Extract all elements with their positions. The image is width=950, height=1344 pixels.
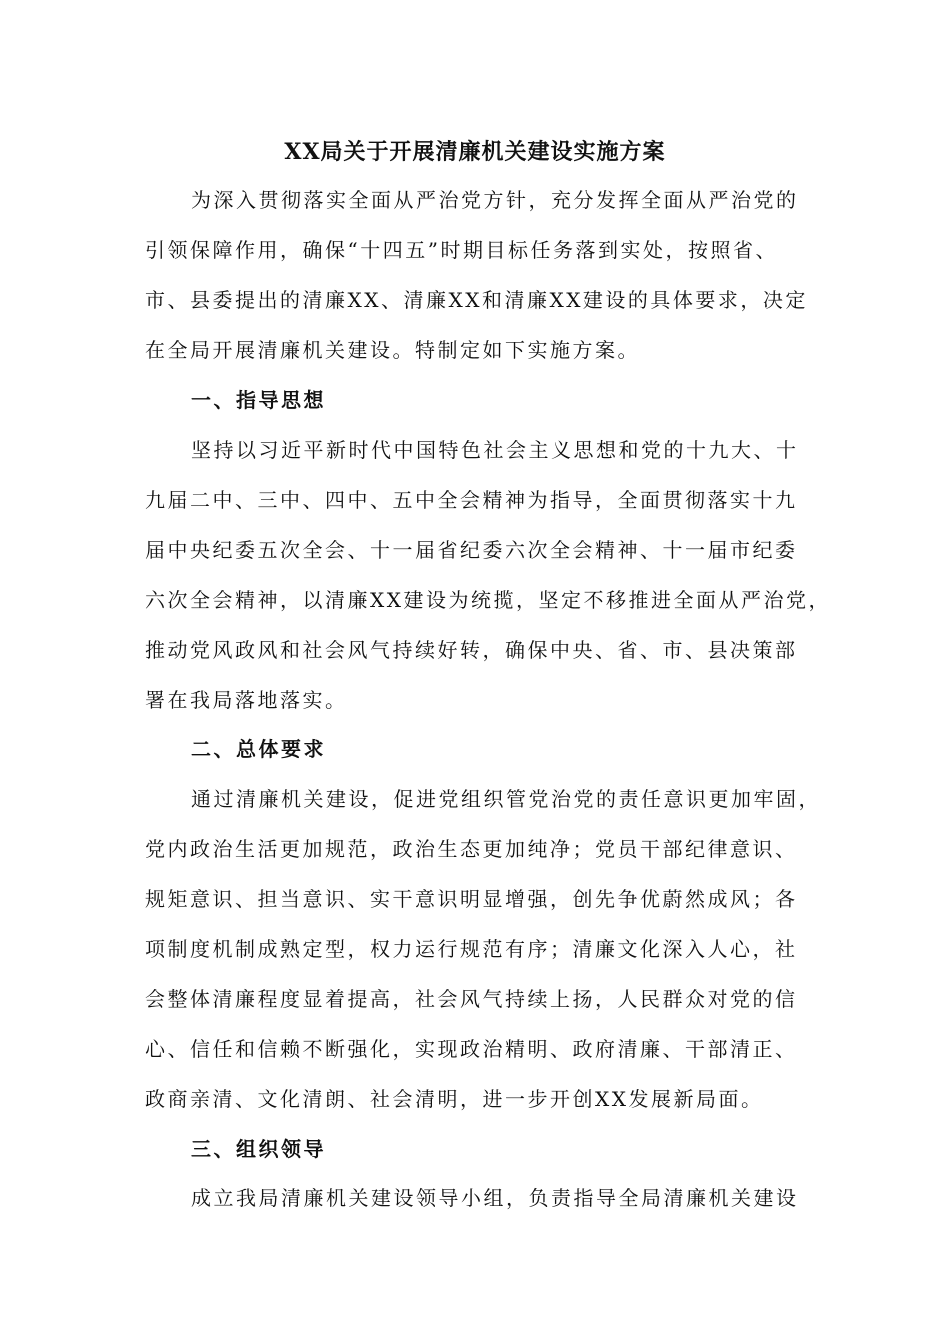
section-heading: 一、指导思想 — [191, 388, 326, 412]
paragraph-line: 会整体清廉程度显着提高，社会风气持续上扬，人民群众对党的信 — [145, 987, 798, 1011]
intro-line: 在全局开展清廉机关建设。特制定如下实施方案。 — [145, 338, 640, 362]
paragraph-line: 坚持以习近平新时代中国特色社会主义思想和党的十九大、十 — [191, 438, 799, 462]
paragraph-line: 通过清廉机关建设，促进党组织管党治党的责任意识更加牢固， — [191, 787, 821, 811]
paragraph-line: 成立我局清廉机关建设领导小组，负责指导全局清廉机关建设 — [191, 1186, 799, 1210]
intro-line: 为深入贯彻落实全面从严治党方针，充分发挥全面从严治党的 — [191, 188, 799, 212]
paragraph-line: 六次全会精神，以清廉XX建设为统揽，坚定不移推进全面从严治党， — [145, 588, 831, 612]
paragraph-line: 推动党风政风和社会风气持续好转，确保中央、省、市、县决策部 — [145, 638, 798, 662]
paragraph-line: 心、信任和信赖不断强化，实现政治精明、政府清廉、干部清正、 — [145, 1037, 798, 1061]
paragraph-line: 届中央纪委五次全会、十一届省纪委六次全会精神、十一届市纪委 — [145, 538, 798, 562]
paragraph-line: 署在我局落地落实。 — [145, 688, 348, 712]
section-heading: 二、总体要求 — [191, 737, 326, 761]
intro-line: 市、县委提出的清廉XX、清廉XX和清廉XX建设的具体要求，决定 — [145, 288, 808, 312]
paragraph-line: 规矩意识、担当意识、实干意识明显增强，创先争优蔚然成风；各 — [145, 887, 798, 911]
paragraph-line: 九届二中、三中、四中、五中全会精神为指导，全面贯彻落实十九 — [145, 488, 798, 512]
paragraph-line: 政商亲清、文化清朗、社会清明，进一步开创XX发展新局面。 — [145, 1087, 764, 1111]
document-title: XX局关于开展清廉机关建设实施方案 — [284, 139, 666, 165]
paragraph-line: 党内政治生活更加规范，政治生态更加纯净；党员干部纪律意识、 — [145, 837, 798, 861]
section-heading: 三、组织领导 — [191, 1137, 326, 1161]
intro-line: 引领保障作用，确保“十四五”时期目标任务落到实处，按照省、 — [145, 238, 778, 262]
paragraph-line: 项制度机制成熟定型，权力运行规范有序；清廉文化深入人心，社 — [145, 937, 798, 961]
